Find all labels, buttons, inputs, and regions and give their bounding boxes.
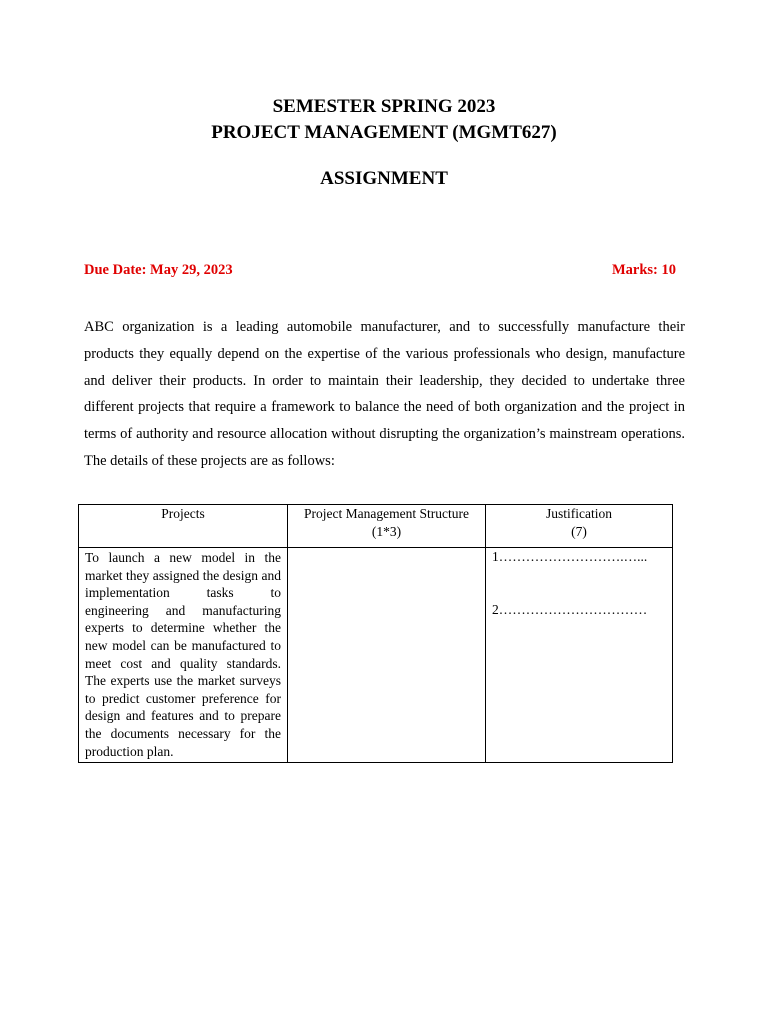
structure-answer-cell[interactable] bbox=[288, 548, 486, 763]
semester-title: SEMESTER SPRING 2023 bbox=[272, 96, 496, 117]
header-justification bbox=[486, 505, 673, 548]
projects-table bbox=[78, 504, 673, 763]
due-date: Due Date: May 29, 2023 bbox=[84, 262, 233, 278]
header-structure-label: Project Management Structure bbox=[304, 506, 469, 521]
header-justification-label: Justification bbox=[546, 506, 612, 521]
justification-gap bbox=[492, 566, 666, 601]
header-structure bbox=[288, 505, 486, 548]
header-justification-marks: (7) bbox=[571, 523, 587, 539]
justification-line-1: 1……………………….…... bbox=[492, 549, 648, 564]
marks: Marks: 10 bbox=[611, 262, 676, 278]
table-header-row bbox=[79, 505, 673, 548]
title-block bbox=[0, 94, 768, 192]
justification-answer-cell[interactable] bbox=[486, 548, 673, 763]
project-description: To launch a new model in the market they assigned the design and implementation tasks to engineering and manufacturing experts to determine whether the new model can be manufactured to meet cost and quality standards. The experts use the market surveys to predict customer preference for design and features and to prepare the documents necessary for the production plan. bbox=[79, 548, 288, 763]
header-projects bbox=[79, 505, 288, 548]
table-row bbox=[79, 548, 673, 763]
header-structure-marks: (1*3) bbox=[371, 523, 402, 539]
assignment-heading: ASSIGNMENT bbox=[320, 168, 448, 189]
course-title: PROJECT MANAGEMENT (MGMT627) bbox=[211, 122, 557, 143]
intro-paragraph: ABC organization is a leading automobile manufacturer, and to successfully manufacture their products they equally depend on the expertise of the various professionals who design, manufacture and deliver their products. In order to maintain their leadership, they decided to undertake three different projects that require a framework to balance the need of both organization and the project in terms of authority and resource allocation without disrupting the organization’s mainstream operations. The details of these projects are as follows: bbox=[84, 319, 685, 469]
justification-line-2: 2…………………………… bbox=[492, 601, 648, 617]
due-marks-row bbox=[84, 262, 676, 282]
header-projects-label: Projects bbox=[161, 506, 205, 521]
